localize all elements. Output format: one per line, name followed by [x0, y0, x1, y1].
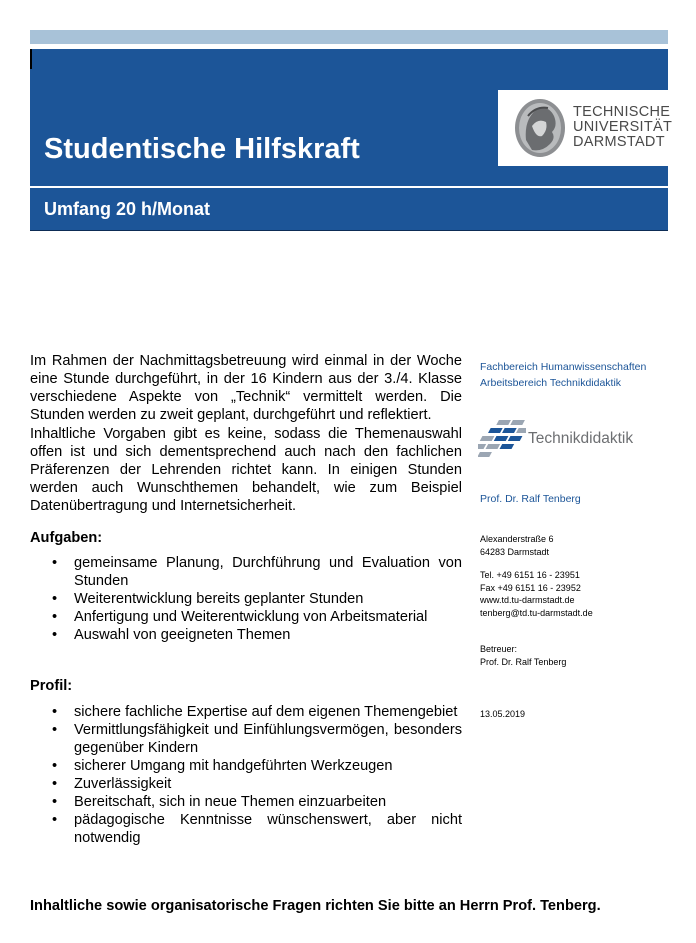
subtitle-bar	[30, 188, 668, 231]
fax-number: Fax +49 6151 16 - 23952	[480, 582, 581, 593]
profile-list	[30, 703, 462, 847]
list-item-text: Weiterentwicklung bereits geplanter Stunden	[74, 591, 364, 607]
list-item-text: Zuverlässigkeit	[74, 776, 172, 792]
bullet-icon: •	[52, 555, 58, 571]
tu-darmstadt-logo	[498, 90, 673, 166]
contact-info	[480, 569, 593, 619]
list-item	[30, 811, 462, 847]
list-item-text: Anfertigung und Weiterentwicklung von Arbeitsmaterial	[74, 609, 428, 625]
list-item	[30, 590, 462, 608]
tasks-list	[30, 554, 462, 644]
bullet-icon: •	[52, 704, 58, 720]
list-item	[30, 554, 462, 590]
technikdidaktik-logo-icon	[478, 418, 526, 462]
professor-name: Prof. Dr. Ralf Tenberg	[480, 493, 581, 505]
department-name: Fachbereich Humanwissenschaften	[480, 361, 647, 373]
list-item	[30, 721, 462, 757]
bullet-icon: •	[52, 609, 58, 625]
bullet-icon: •	[52, 812, 58, 828]
athena-seal-icon	[512, 96, 568, 160]
list-item-text: pädagogische Kenntnisse wünschenswert, aber nicht notwendig	[74, 812, 462, 846]
address-street: Alexanderstraße 6	[480, 534, 554, 544]
list-item	[30, 608, 462, 626]
bullet-icon: •	[52, 591, 58, 607]
email-link[interactable]: tenberg@td.tu-darmstadt.de	[480, 607, 593, 618]
logo-line-1: TECHNISCHE	[573, 104, 671, 120]
page-title: Studentische Hilfskraft	[44, 133, 360, 165]
tasks-heading: Aufgaben:	[30, 530, 103, 546]
list-item	[30, 626, 462, 644]
footer-note: Inhaltliche sowie organisatorische Fragen richten Sie bitte an Herrn Prof. Tenberg.	[30, 898, 601, 914]
phone-number: Tel. +49 6151 16 - 23951	[480, 570, 580, 580]
supervisor-label: Betreuer:	[480, 644, 518, 654]
list-item	[30, 757, 462, 775]
list-item	[30, 793, 462, 811]
banner-edge-mark	[30, 49, 32, 69]
address	[480, 533, 554, 558]
top-strip	[30, 30, 668, 44]
department-info	[480, 359, 646, 391]
website-link[interactable]: www.td.tu-darmstadt.de	[480, 595, 575, 605]
profile-heading: Profil:	[30, 678, 73, 694]
address-city: 64283 Darmstadt	[480, 546, 550, 557]
bullet-icon: •	[52, 627, 58, 643]
document-date: 13.05.2019	[480, 709, 526, 719]
bullet-icon: •	[52, 758, 58, 774]
bullet-icon: •	[52, 776, 58, 792]
logo-line-3: DARMSTADT	[573, 134, 665, 150]
bullet-icon: •	[52, 722, 58, 738]
list-item-text: Auswahl von geeigneten Themen	[74, 627, 291, 643]
logo-line-2: UNIVERSITÄT	[573, 119, 673, 135]
list-item-text: gemeinsame Planung, Durchführung und Evaluation von Stunden	[74, 555, 462, 589]
technikdidaktik-logo-text: Technikdidaktik	[528, 430, 634, 447]
supervisor-info	[480, 643, 566, 668]
university-name	[573, 104, 673, 150]
list-item	[30, 775, 462, 793]
bullet-icon: •	[52, 794, 58, 810]
list-item-text: sichere fachliche Expertise auf dem eigenen Themengebiet	[74, 704, 458, 720]
list-item-text: sicherer Umgang mit handgeführten Werkzeugen	[74, 758, 393, 774]
intro-paragraph-1: Im Rahmen der Nachmittagsbetreuung wird einmal in der Woche eine Stunde durchgeführt, in der 16 Kindern aus der 3./4. Klasse verschiedene Aspekte von „Technik“ vermittelt werden. Die Stunden werden zu zweit geplant, durchgeführt und reflektiert.	[30, 353, 462, 423]
list-item	[30, 703, 462, 721]
intro-paragraph-2: Inhaltliche Vorgaben gibt es keine, sodass die Themenauswahl offen ist und sich dementsprechend auch nach den fachlichen Präferenzen der Lehrenden richtet kann. In einigen Stunden werden auch Wunschthemen behandelt, wie zum Beispiel Datenübertragung und Internetsicherheit.	[30, 426, 462, 514]
supervisor-name: Prof. Dr. Ralf Tenberg	[480, 656, 567, 667]
page-subtitle: Umfang 20 h/Monat	[44, 199, 211, 219]
list-item-text: Vermittlungsfähigkeit und Einfühlungsvermögen, besonders gegenüber Kindern	[74, 722, 462, 756]
list-item-text: Bereitschaft, sich in neue Themen einzuarbeiten	[74, 794, 387, 810]
section-name: Arbeitsbereich Technikdidaktik	[480, 377, 622, 389]
